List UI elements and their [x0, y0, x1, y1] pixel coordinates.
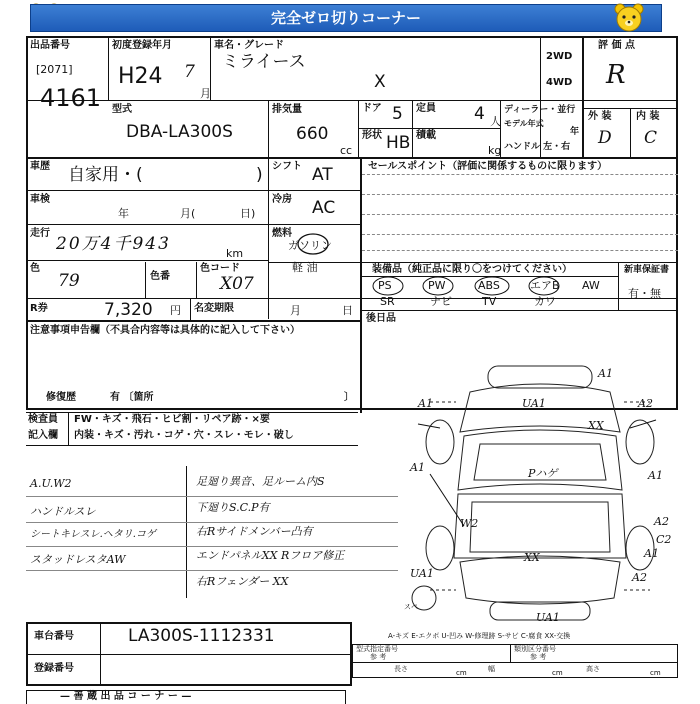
diag-mark-w2: W2: [460, 517, 479, 530]
damage-legend: A-キズ E-エクボ U-凹み W-修理跡 S-サビ C-腐食 XX-交換: [388, 632, 571, 640]
equip-tv: TV: [482, 295, 497, 308]
mileage-value: 20万4千943: [56, 234, 171, 254]
displacement-label: 排気量: [272, 104, 302, 115]
diag-mark-ua1-rl: UA1: [410, 567, 434, 580]
diag-mark-a2-right: A2: [638, 397, 653, 410]
diag-mark-a2-rear: A2: [654, 515, 669, 528]
class-label: 類別区分番号: [514, 645, 556, 653]
interior-grade: C: [644, 128, 658, 148]
displacement-value: 660: [296, 124, 329, 144]
diag-mark-a2-rl: A2: [632, 571, 647, 584]
vehicle-label: 車名・グレード: [214, 40, 284, 51]
diag-mark-a1-door: A1: [410, 461, 425, 474]
diag-mark-ua1-bumper: UA1: [536, 611, 560, 624]
capacity-unit: 人: [490, 115, 501, 128]
equipment-circle-marks: [370, 276, 580, 298]
mileage-unit: km: [226, 247, 244, 260]
color-code: X07: [220, 274, 254, 294]
color-value: 79: [58, 271, 80, 291]
notes-label: 注意事項申告欄（不具合内容等は具体的に記入して下さい）: [30, 325, 300, 336]
fuel-value: ガソリン: [288, 239, 332, 252]
inspection-year: 年: [118, 207, 129, 220]
name-change-day: 日: [342, 304, 353, 317]
shape-label: 形状: [362, 130, 382, 141]
registration-month: 7: [184, 62, 195, 82]
bear-mascot-right-icon: [612, 2, 646, 34]
model-label: 型式: [112, 104, 132, 115]
equip-airbag: エアB: [530, 279, 560, 292]
height-label: 高さ: [586, 665, 600, 673]
lot-number: 4161: [40, 84, 102, 112]
interior-label: 内 装: [636, 111, 660, 122]
remark-2: 下廻りS.C.P有: [196, 501, 270, 514]
length-label: 長さ: [394, 665, 408, 673]
dealer-label: ディーラー・並行: [504, 105, 576, 115]
vehicle-name: ミライース: [222, 52, 306, 72]
remark-3: 右Rサイドメンバー凸有: [196, 525, 313, 538]
registration-label: 初度登録年月: [112, 40, 172, 51]
diag-mark-a1-rdoor: A1: [648, 469, 663, 482]
diag-mark-spare: スペ: [404, 603, 418, 611]
width-unit: cm: [552, 669, 563, 677]
model-value: DBA-LA300S: [126, 122, 233, 142]
equip-pw: PW: [428, 279, 446, 292]
repair-close: 〕: [344, 392, 354, 403]
exterior-grade: D: [598, 128, 612, 148]
diag-mark-xx-rear: XX: [524, 551, 540, 564]
recycle-value: 7,320: [104, 300, 153, 320]
lot-label: 出品番号: [30, 40, 70, 51]
width-label: 幅: [488, 665, 495, 673]
doors-value: 5: [392, 104, 403, 124]
displacement-unit: cc: [340, 144, 353, 157]
height-unit: cm: [650, 669, 661, 677]
model-year-suffix: 年: [570, 127, 580, 137]
remark-5: 右Rフェンダー XX: [196, 575, 289, 588]
comment-4: スタッドレスタAW: [30, 553, 126, 566]
reg-no-label: 登録番号: [34, 663, 74, 674]
capacity-value: 4: [474, 104, 485, 124]
header-banner: 完全ゼロ切りコーナー: [30, 4, 662, 32]
equip-leather: カワ: [534, 295, 556, 308]
diag-mark-p-peel: Pハゲ: [528, 467, 558, 480]
length-unit: cm: [456, 669, 467, 677]
chassis-label: 車台番号: [34, 631, 74, 642]
equip-sr: SR: [380, 295, 395, 308]
remark-1: 足廻り異音、足ルーム内S: [196, 475, 325, 488]
check-row-1: FW・キズ・飛石・ヒビ割・リペア跡・×要: [74, 414, 270, 425]
grade-score: R: [606, 60, 626, 90]
inspection-month: 月(: [180, 207, 196, 220]
handle-label: ハンドル 左・右: [504, 142, 571, 152]
warranty-label: 新車保証書: [624, 265, 670, 275]
shift-value: AT: [312, 165, 333, 185]
footer-text: — 善 蔵 出 品 コ ー ナ ー —: [60, 691, 192, 702]
comment-3: シートキレスレ.ヘタリ.コゲ: [30, 529, 156, 540]
equip-abs: ABS: [478, 279, 500, 292]
sales-label: セールスポイント（評価に関係するものに限ります）: [368, 161, 608, 172]
repair-value: 有 〔箇所: [110, 392, 154, 403]
grade-label: 評 価 点: [598, 40, 635, 51]
lot-sub: [2071]: [36, 63, 73, 76]
warranty-value: 有・無: [628, 287, 661, 300]
inspection-label: 車検: [30, 194, 50, 205]
shift-label: シフト: [272, 161, 302, 172]
equip-navi: ナビ: [430, 295, 452, 308]
recycle-unit: 円: [170, 304, 181, 317]
color-code-label: 色コード: [200, 263, 240, 274]
ac-value: AC: [312, 198, 336, 218]
ac-label: 冷房: [272, 194, 292, 205]
capacity-label: 定員: [416, 103, 436, 114]
history-value: 自家用・(: [68, 165, 143, 185]
doors-label: ドア: [362, 103, 382, 114]
comment-2: ハンドルスレ: [30, 505, 96, 518]
check-row-2: 内装・キズ・汚れ・コゲ・穴・スレ・モレ・破し: [74, 430, 294, 441]
recycle-label: R券: [30, 303, 48, 314]
equip-aw: AW: [582, 279, 600, 292]
exterior-label: 外 装: [588, 111, 612, 122]
chassis-value: LA300S-1112331: [128, 626, 275, 646]
diag-mark-a1-rr: A1: [644, 547, 659, 560]
check-label-2: 記入欄: [28, 430, 58, 441]
inspection-day: 日): [240, 207, 256, 220]
fuel-alt: 軽 油: [292, 261, 318, 274]
color-no-label: 色番: [150, 271, 170, 282]
rear-label: 後日品: [366, 313, 396, 324]
check-label-1: 検査員: [28, 414, 58, 425]
comment-1: A.U.W2: [30, 477, 72, 490]
mileage-label: 走行: [30, 228, 50, 239]
diag-mark-ua1-hood: UA1: [522, 397, 546, 410]
history-close: ): [256, 165, 263, 185]
diag-mark-a1-top: A1: [598, 367, 613, 380]
size-label: 型式指定番号: [356, 645, 398, 653]
diag-mark-c2: C2: [656, 533, 672, 546]
name-change-label: 名変期限: [194, 303, 234, 314]
drive-4wd: 4WD: [546, 77, 573, 88]
fuel-label: 燃料: [272, 228, 292, 239]
shape-value: HB: [386, 133, 411, 153]
repair-label: 修復歴: [46, 392, 76, 403]
registration-month-suffix: 月: [200, 87, 211, 100]
diag-mark-a1-left: A1: [418, 397, 433, 410]
model-year-label: モデル年式: [504, 119, 544, 128]
class-sub: 参 考: [530, 653, 547, 661]
equipment-label: 装備品（純正品に限り〇をつけてください）: [372, 264, 572, 275]
equip-ps: PS: [378, 279, 392, 292]
drive-2wd: 2WD: [546, 51, 573, 62]
diag-mark-xx-front: XX: [588, 419, 604, 432]
load-label: 積載: [416, 130, 436, 141]
color-label: 色: [30, 263, 40, 274]
registration-era: H24: [118, 64, 163, 89]
history-label: 車歴: [30, 161, 50, 172]
name-change-month: 月: [290, 304, 301, 317]
size-sub: 参 考: [370, 653, 387, 661]
remark-4: エンドパネルXX Rフロア修正: [196, 549, 345, 562]
sheet-frame: [26, 36, 678, 410]
fuel-circle-mark: [296, 232, 330, 256]
load-unit: kg: [488, 144, 502, 157]
vehicle-grade: X: [374, 72, 386, 92]
